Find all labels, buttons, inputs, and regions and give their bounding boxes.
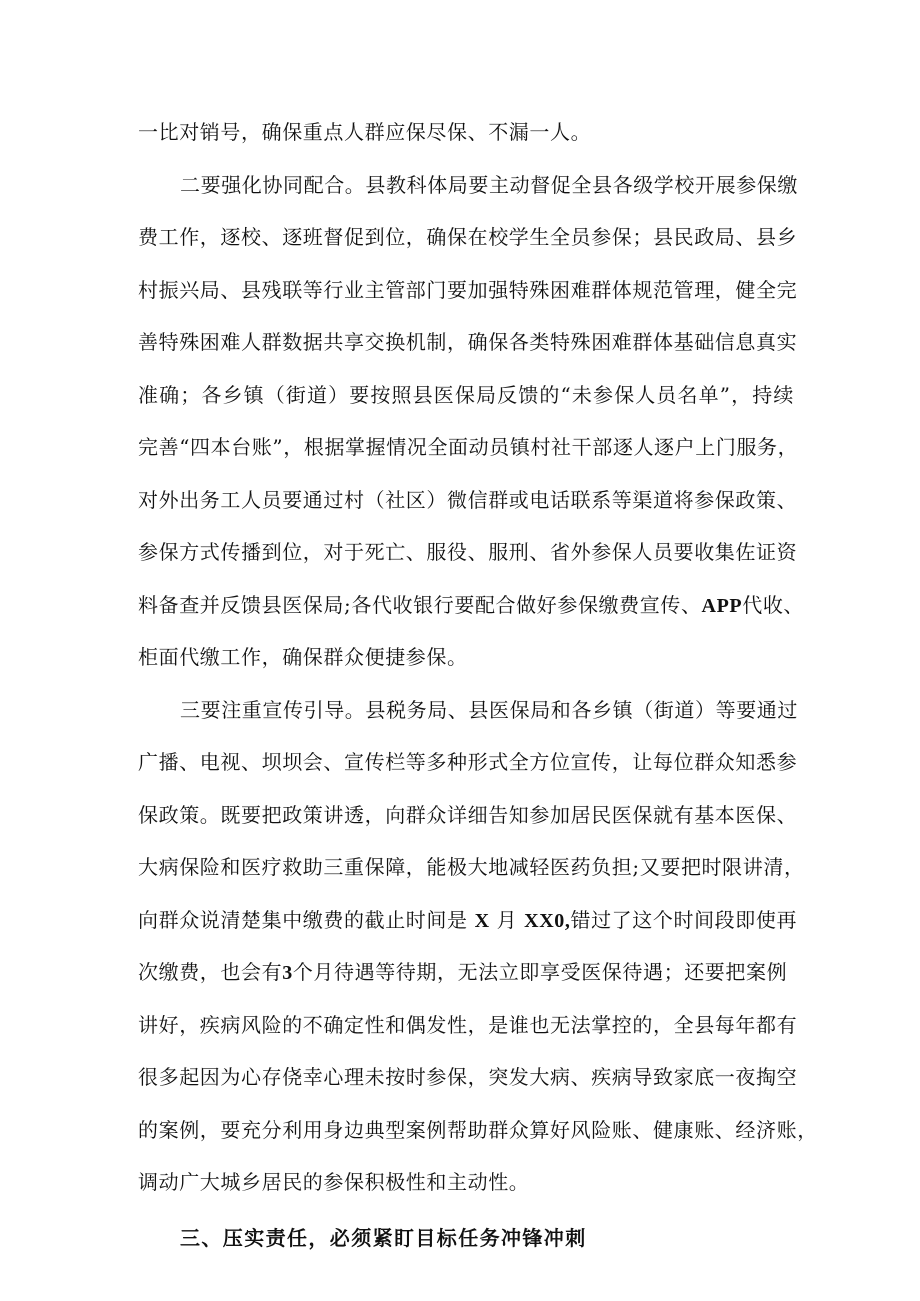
text-line: 柜面代缴工作，确保群众便捷参保。 bbox=[138, 645, 468, 669]
app-term: APP bbox=[701, 595, 743, 617]
text-line: 对外出务工人员要通过村（社区）微信群或电话联系等渠道将参保政策、 bbox=[138, 488, 798, 512]
text-line: 保政策。既要把政策讲透，向群众详细告知参加居民医保就有基本医保、 bbox=[138, 803, 798, 827]
text-line: 参保方式传播到位，对于死亡、服役、服刑、省外参保人员要收集佐证资 bbox=[138, 540, 798, 564]
text-line bbox=[138, 958, 794, 987]
date-placeholder: XX0, bbox=[524, 910, 571, 932]
text-segment: 代收、 bbox=[742, 593, 805, 617]
text-segment: 次缴费，也会有 bbox=[138, 960, 283, 984]
text-line: 很多起因为心存侥幸心理未按时参保，突发大病、疾病导致家底一夜掏空 bbox=[138, 1065, 798, 1089]
month-placeholder: X bbox=[474, 910, 490, 932]
text-line: 村振兴局、县残联等行业主管部门要加强特殊困难群体规范管理，健全完 bbox=[138, 278, 798, 302]
text-line: 的案例，要充分利用身边典型案例帮助群众算好风险账、健康账、经济账， bbox=[138, 1118, 818, 1142]
text-segment: 错过了这个时间段即使再 bbox=[570, 908, 798, 932]
text-segment: 个月待遇等待期，无法立即享受医保待遇；还要把案例 bbox=[292, 960, 788, 984]
text-line: 善特殊困难人群数据共享交换机制，确保各类特殊困难群体基础信息真实 bbox=[138, 330, 798, 354]
text-line: 一比对销号，确保重点人群应保尽保、不漏一人。 bbox=[138, 120, 592, 144]
text-line: 准确；各乡镇（街道）要按照县医保局反馈的“未参保人员名单”，持续 bbox=[138, 383, 794, 407]
text-line: 费工作，逐校、逐班督促到位，确保在校学生全员参保；县民政局、县乡 bbox=[138, 225, 798, 249]
text-line: 广播、电视、坝坝会、宣传栏等多种形式全方位宣传，让每位群众知悉参 bbox=[138, 750, 798, 774]
text-line: 完善“四本台账”，根据掌握情况全面动员镇村社干部逐人逐户上门服务， bbox=[138, 435, 799, 459]
text-segment: 料备查并反馈县医保局;各代收银行要配合做好参保缴费宣传、 bbox=[138, 593, 702, 617]
month-count: 3 bbox=[282, 962, 293, 984]
text-line bbox=[138, 906, 798, 935]
text-line: 大病保险和医疗救助三重保障，能极大地减轻医药负担;又要把时限讲清， bbox=[138, 855, 805, 879]
text-line: 讲好，疾病风险的不确定性和偶发性，是谁也无法掌控的，全县每年都有 bbox=[138, 1013, 798, 1037]
text-segment: 月 bbox=[496, 908, 518, 932]
text-line: 调动广大城乡居民的参保积极性和主动性。 bbox=[138, 1170, 530, 1194]
text-segment: 向群众说清楚集中缴费的截止时间是 bbox=[138, 908, 468, 932]
section-heading: 三、压实责任，必须紧盯目标任务冲锋冲刺 bbox=[180, 1226, 587, 1250]
text-line bbox=[138, 591, 805, 620]
paragraph-2-line-1: 二要强化协同配合。县教科体局要主动督促全县各级学校开展参保缴 bbox=[180, 173, 798, 197]
paragraph-3-line-1: 三要注重宣传引导。县税务局、县医保局和各乡镇（街道）等要通过 bbox=[180, 698, 798, 722]
